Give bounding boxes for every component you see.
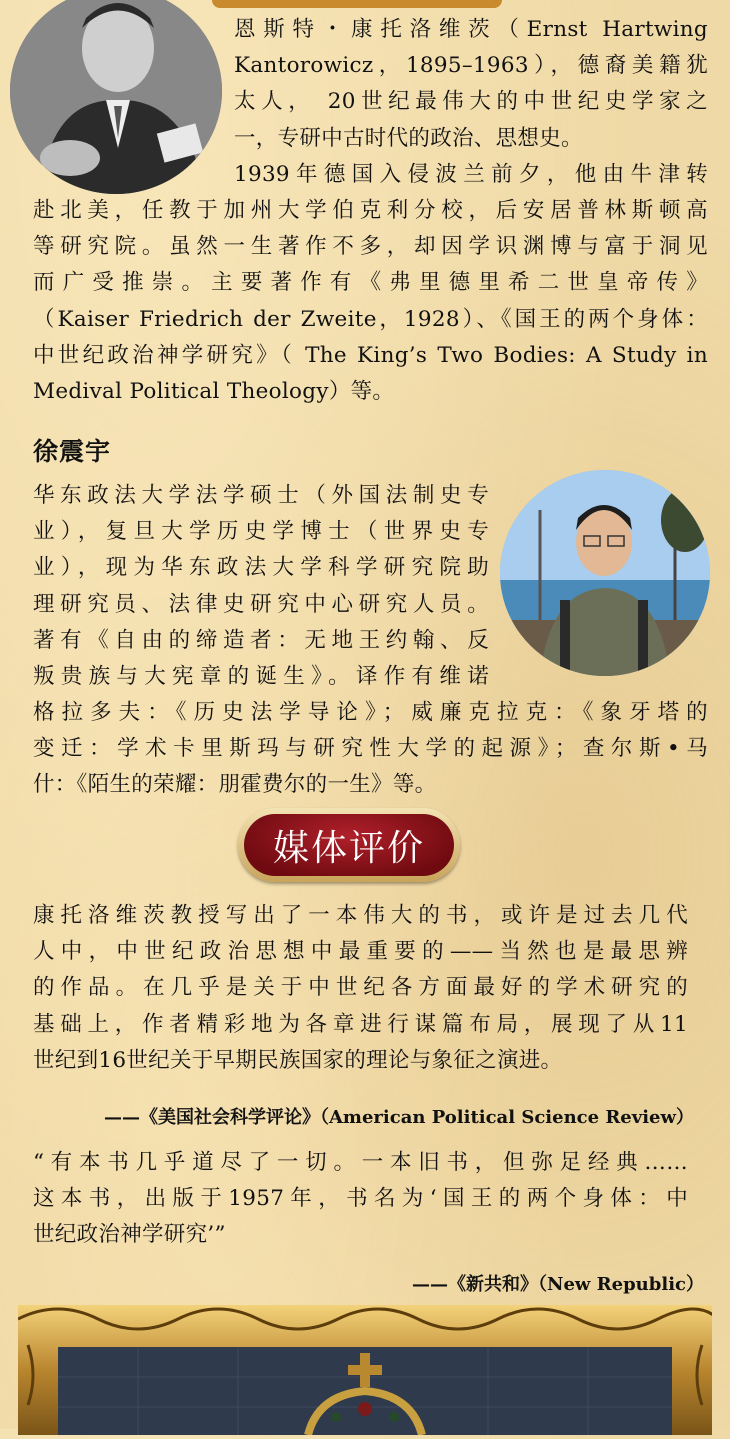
author1-portrait [10,0,222,194]
author1-bio-line: 而广受推崇。主要著作有《弗里德里希二世皇帝传》 [33,270,708,296]
media-review-badge [238,808,460,882]
review2-line: 世纪政治神学研究’” [33,1222,226,1248]
author1-bio-line: （Kaiser Friedrich der Zweite，1928）、《国王的两个身体： [33,306,708,332]
author1-bio-line: Medival Political Theology）等。 [33,379,395,405]
author1-bio-line: 一，专研中古时代的政治、思想史。 [234,125,583,151]
review2-line: 这本书，出版于1957年，书名为‘国王的两个身体：中 [33,1186,688,1212]
review1-line: 的作品。在几乎是关于中世纪各方面最好的学术研究的 [33,975,688,1001]
author2-bio-line: 变迁：学术卡里斯玛与研究性大学的起源》；查尔斯•马 [33,736,708,762]
author1-bio [234,12,708,193]
author2-bio [33,478,489,695]
author2-bio-cont [33,695,708,804]
author2-bio-line: 华东政法大学法学硕士（外国法制史专 [33,483,489,508]
review1-text [33,898,688,1079]
review1-line: 人中，中世纪政治思想中最重要的——当然也是最思辨 [33,939,688,965]
author2-bio-line: 业），现为华东政法大学科学研究院助 [33,555,489,581]
author2-bio-line: 理研究员、法律史研究中心研究人员。 [33,591,489,617]
author1-bio-cont [33,193,708,410]
author2-bio-line: 业），复旦大学历史学博士（世界史专 [33,519,489,545]
author1-bio-line: 1939年德国入侵波兰前夕，他由牛津转 [234,161,708,187]
review2-text [33,1145,688,1254]
author2-name: 徐震宇 [33,437,112,466]
review2-source: ——《新共和》（New Republic） [412,1274,704,1295]
author2-portrait [500,470,710,676]
review1-line: 世纪到16世纪关于早期民族国家的理论与象征之演进。 [33,1047,563,1073]
author1-bio-line: Kantorowicz，1895–1963），德裔美籍犹 [234,53,708,79]
author1-bio-line: 等研究院。虽然一生著作不多，却因学识渊博与富于洞见 [33,234,708,260]
author2-bio-line: 什：《陌生的荣耀：朋霍费尔的一生》等。 [33,772,437,798]
review1-line: 康托洛维茨教授写出了一本伟大的书，或许是过去几代 [33,903,688,928]
author1-bio-line: 赴北美，任教于加州大学伯克利分校，后安居普林斯顿高 [33,198,708,223]
review1-line: 基础上，作者精彩地为各章进行谋篇布局，展现了从11 [33,1011,688,1037]
ornate-frame-painting [18,1305,712,1435]
author2-bio-line: 格拉多夫：《历史法学导论》；威廉克拉克：《象牙塔的 [33,700,708,725]
author2-bio-line: 著有《自由的缔造者：无地王约翰、反 [33,627,489,653]
author1-bio-line: 恩斯特・康托洛维茨（Ernst Hartwing [234,17,708,42]
top-tab-decoration [212,0,502,8]
author1-bio-line: 中世纪政治神学研究》（ The King’s Two Bodies: A Study in [33,342,708,368]
review2-line: “有本书几乎道尽了一切。一本旧书，但弥足经典…… [33,1150,688,1175]
review1-source: ——《美国社会科学评论》（American Political Science Review） [103,1107,694,1128]
author1-bio-line: 太人， 20世纪最伟大的中世纪史学家之 [234,89,708,115]
author2-bio-line: 叛贵族与大宪章的诞生》。译作有维诺 [33,664,489,690]
media-review-badge-label: 媒体评价 [244,814,454,876]
